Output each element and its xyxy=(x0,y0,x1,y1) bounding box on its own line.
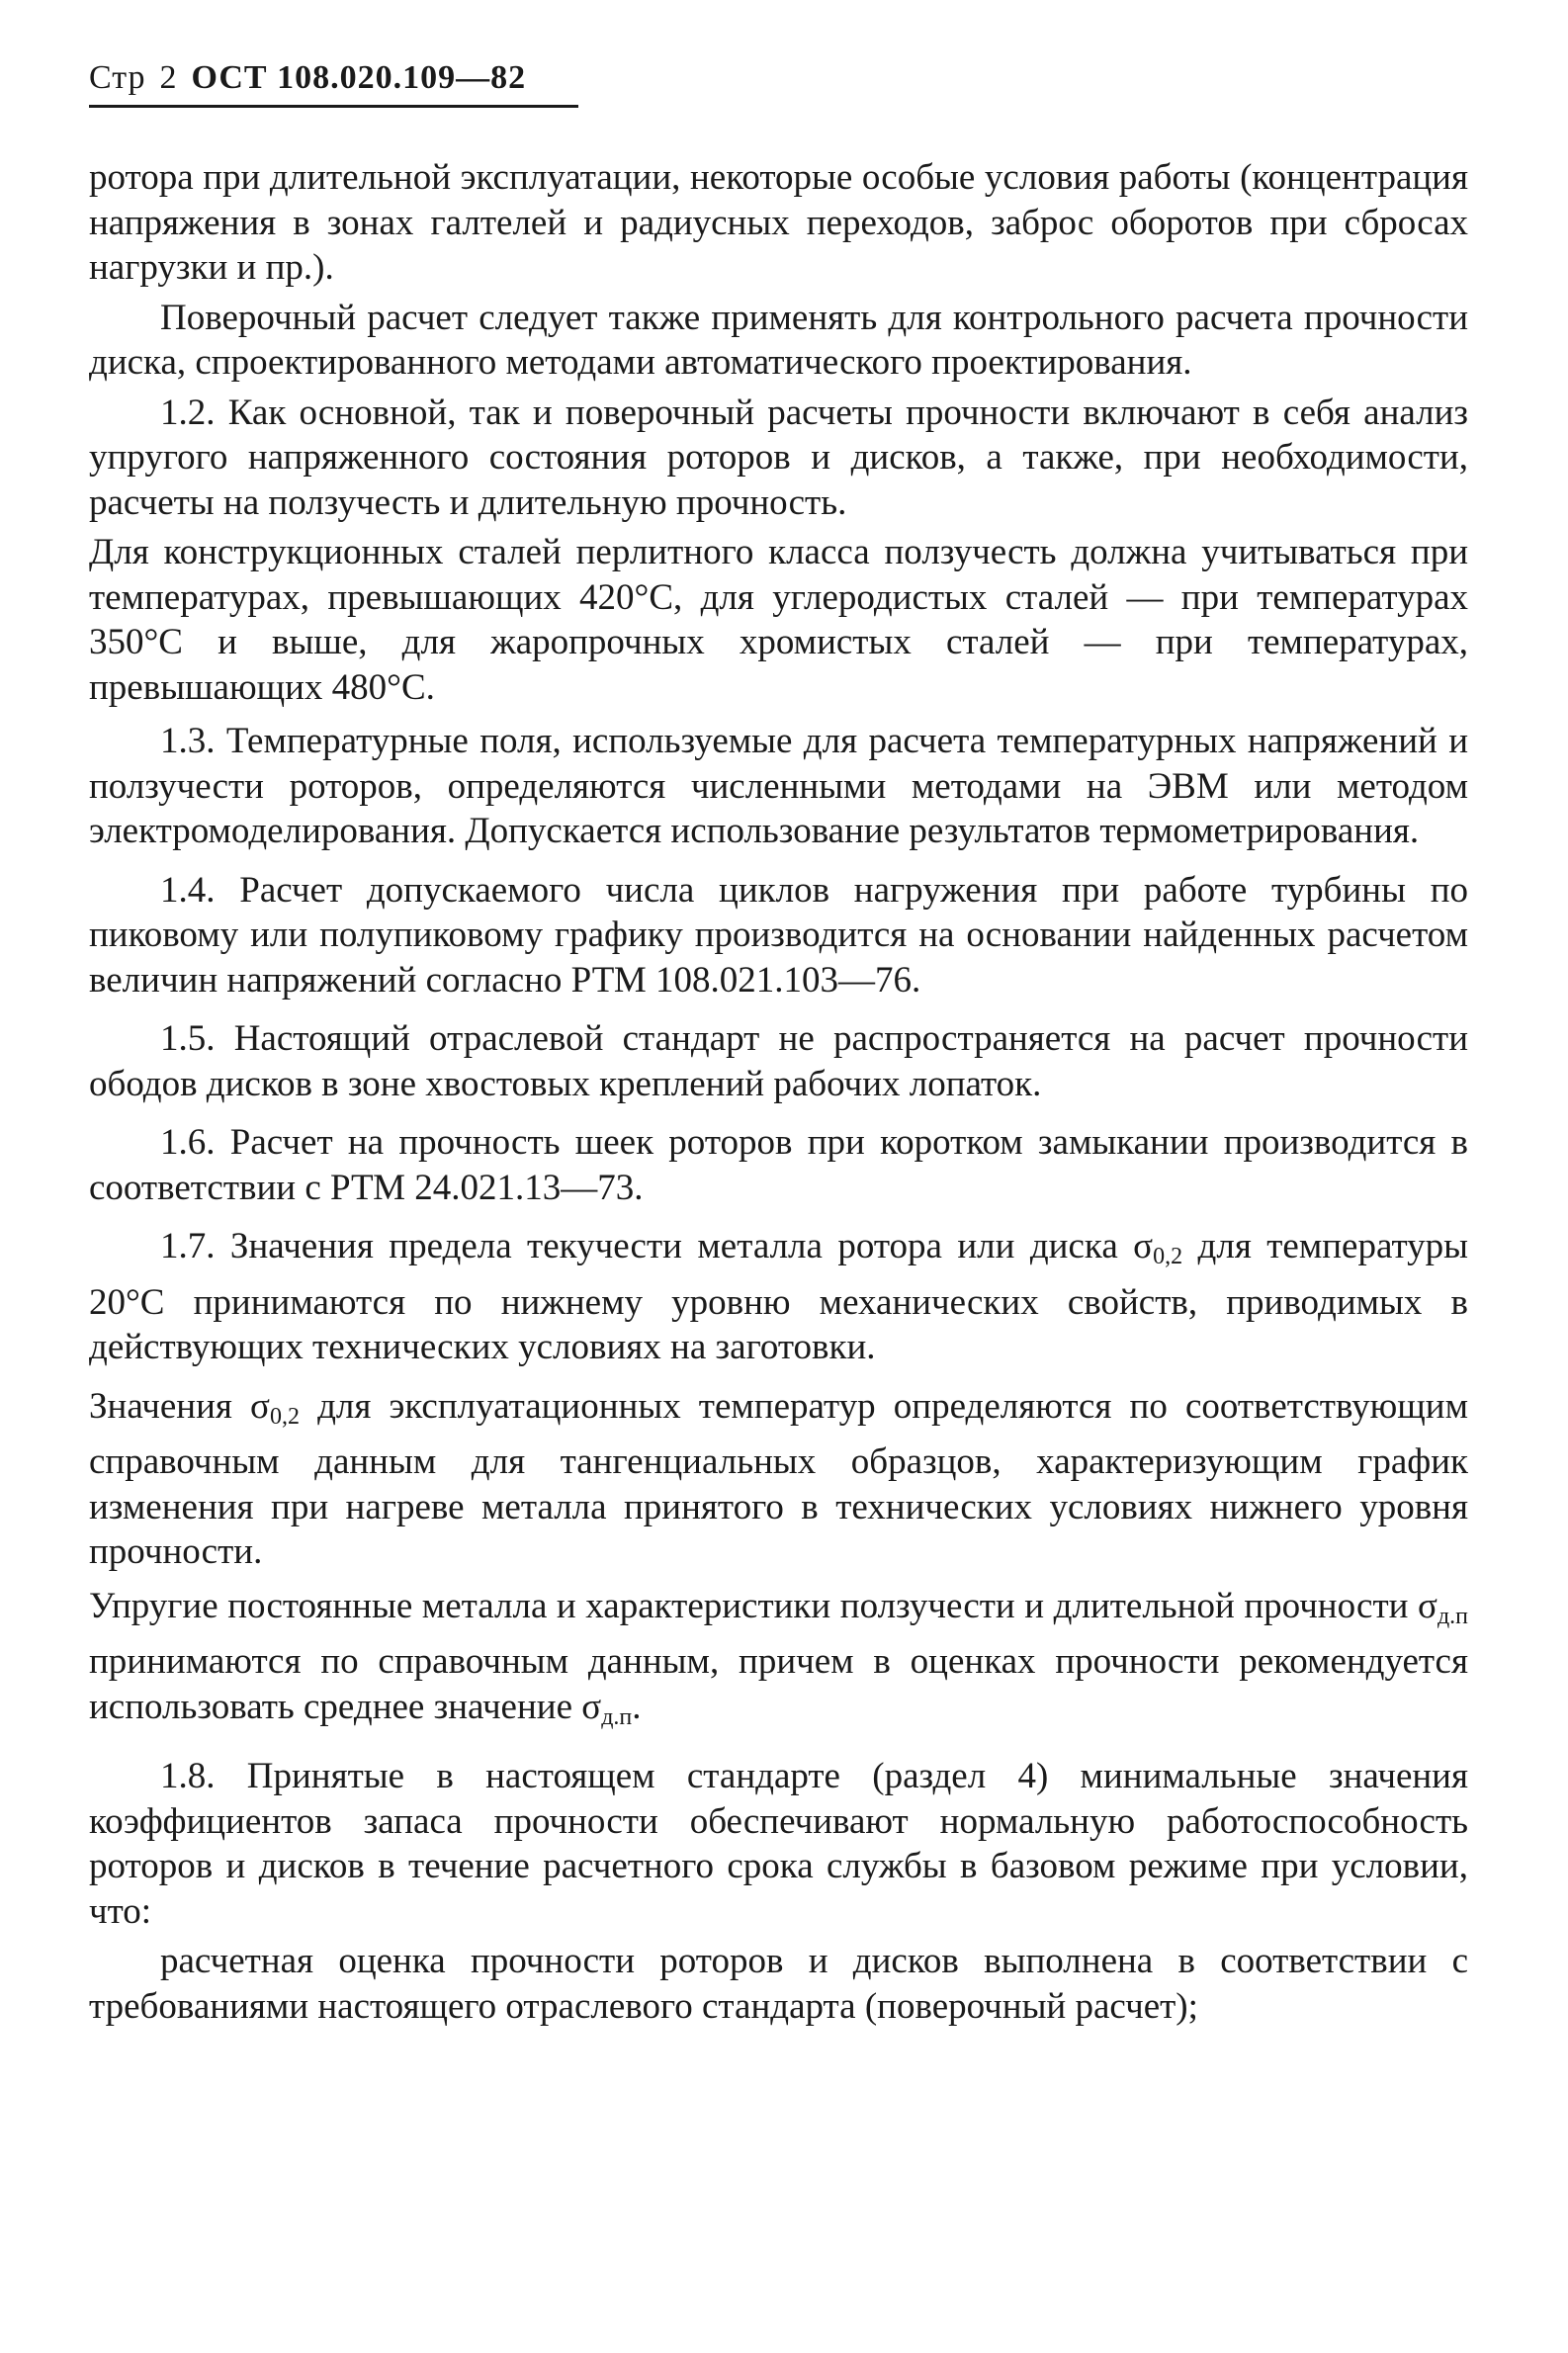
paragraph-continuation: ротора при длительной эксплуатации, некоторые особые условия работы (концентрация напряжения в зонах галтелей и радиусных переходов, заброс оборотов при сбросах нагрузки и пр.). xyxy=(89,157,1468,288)
page-number: 2 xyxy=(159,59,178,96)
paragraph-1-8: 1.8. Принятые в настоящем стандарте (раздел 4) минимальные значения коэффициентов запаса прочности обеспечивают нормальную работоспособность роторов и дисков в течение расчетного срока службы в базовом режиме при условии, что: xyxy=(89,1756,1468,1932)
subscript: 0,2 xyxy=(269,1403,300,1430)
text-run: . xyxy=(632,1686,642,1727)
paragraph-1-5: 1.5. Настоящий отраслевой стандарт не распространяется на расчет прочности ободов дисков в зоне хвостовых креплений рабочих лопаток. xyxy=(89,1018,1468,1104)
document-body xyxy=(89,155,1468,2029)
paragraph-verification: Поверочный расчет следует также применять для контрольного расчета прочности диска, спроектированного методами автоматического проектирования. xyxy=(89,297,1468,383)
text-run: Значения σ xyxy=(89,1385,270,1427)
text-run: для эксплуатационных температур определяются по соответствующим справочным данным для тангенциальных образцов, характеризующим график изменения при нагреве металла принятого в технических условиях нижнего уровня прочности. xyxy=(89,1385,1469,1572)
paragraph-1-4: 1.4. Расчет допускаемого числа циклов нагружения при работе турбины по пиковому или полупиковому графику производится на основании найденных расчетом величин напряжений согласно РТМ 108.021.103—76. xyxy=(89,869,1468,1001)
text-run: принимаются по справочным данным, причем в оценках прочности рекомендуется использовать среднее значение σ xyxy=(89,1641,1468,1727)
subscript: 0,2 xyxy=(1153,1244,1183,1269)
text-run: 1.7. Значения предела текучести металла ротора или диска σ xyxy=(160,1226,1154,1266)
paragraph-condition: расчетная оценка прочности роторов и дисков выполнена в соответствии с требованиями настоящего отраслевого стандарта (поверочный расчет); xyxy=(89,1941,1468,2027)
subscript: д.п xyxy=(1437,1603,1468,1629)
subscript: д.п xyxy=(601,1703,633,1730)
standard-designation: ОСТ 108.020.109—82 xyxy=(191,59,527,96)
text-run: Упругие постоянные металла и характеристики ползучести и длительной прочности σ xyxy=(89,1585,1437,1626)
paragraph-1-7 xyxy=(89,1224,1468,1370)
paragraph-sigma xyxy=(89,1384,1468,1575)
page-label: Стр xyxy=(89,59,146,96)
text-run: для температуры 20°С принимаются по нижнему уровню механических свойств, приводимых в действующих технических условиях на заготовки. xyxy=(89,1226,1468,1367)
page-header xyxy=(89,59,578,108)
paragraph-1-2: 1.2. Как основной, так и поверочный расчеты прочности включают в себя анализ упругого напряженного состояния роторов и дисков, а также, при необходимости, расчеты на ползучесть и длительную прочность. xyxy=(89,392,1468,523)
paragraph-1-6: 1.6. Расчет на прочность шеек роторов при коротком замыкании производится в соответствии с РТМ 24.021.13—73. xyxy=(89,1122,1468,1208)
document-page xyxy=(89,59,1468,2029)
paragraph-elastic xyxy=(89,1584,1468,1741)
paragraph-1-3: 1.3. Температурные поля, используемые для расчета температурных напряжений и ползучести роторов, определяются численными методами на ЭВМ или методом электромоделирования. Допускается использование результатов термометрирования. xyxy=(89,721,1468,851)
paragraph-steels: Для конструкционных сталей перлитного класса ползучесть должна учитываться при температурах, превышающих 420°С, для углеродистых сталей — при температурах 350°С и выше, для жаропрочных хромистых сталей — при температурах, превышающих 480°С. xyxy=(89,532,1468,708)
